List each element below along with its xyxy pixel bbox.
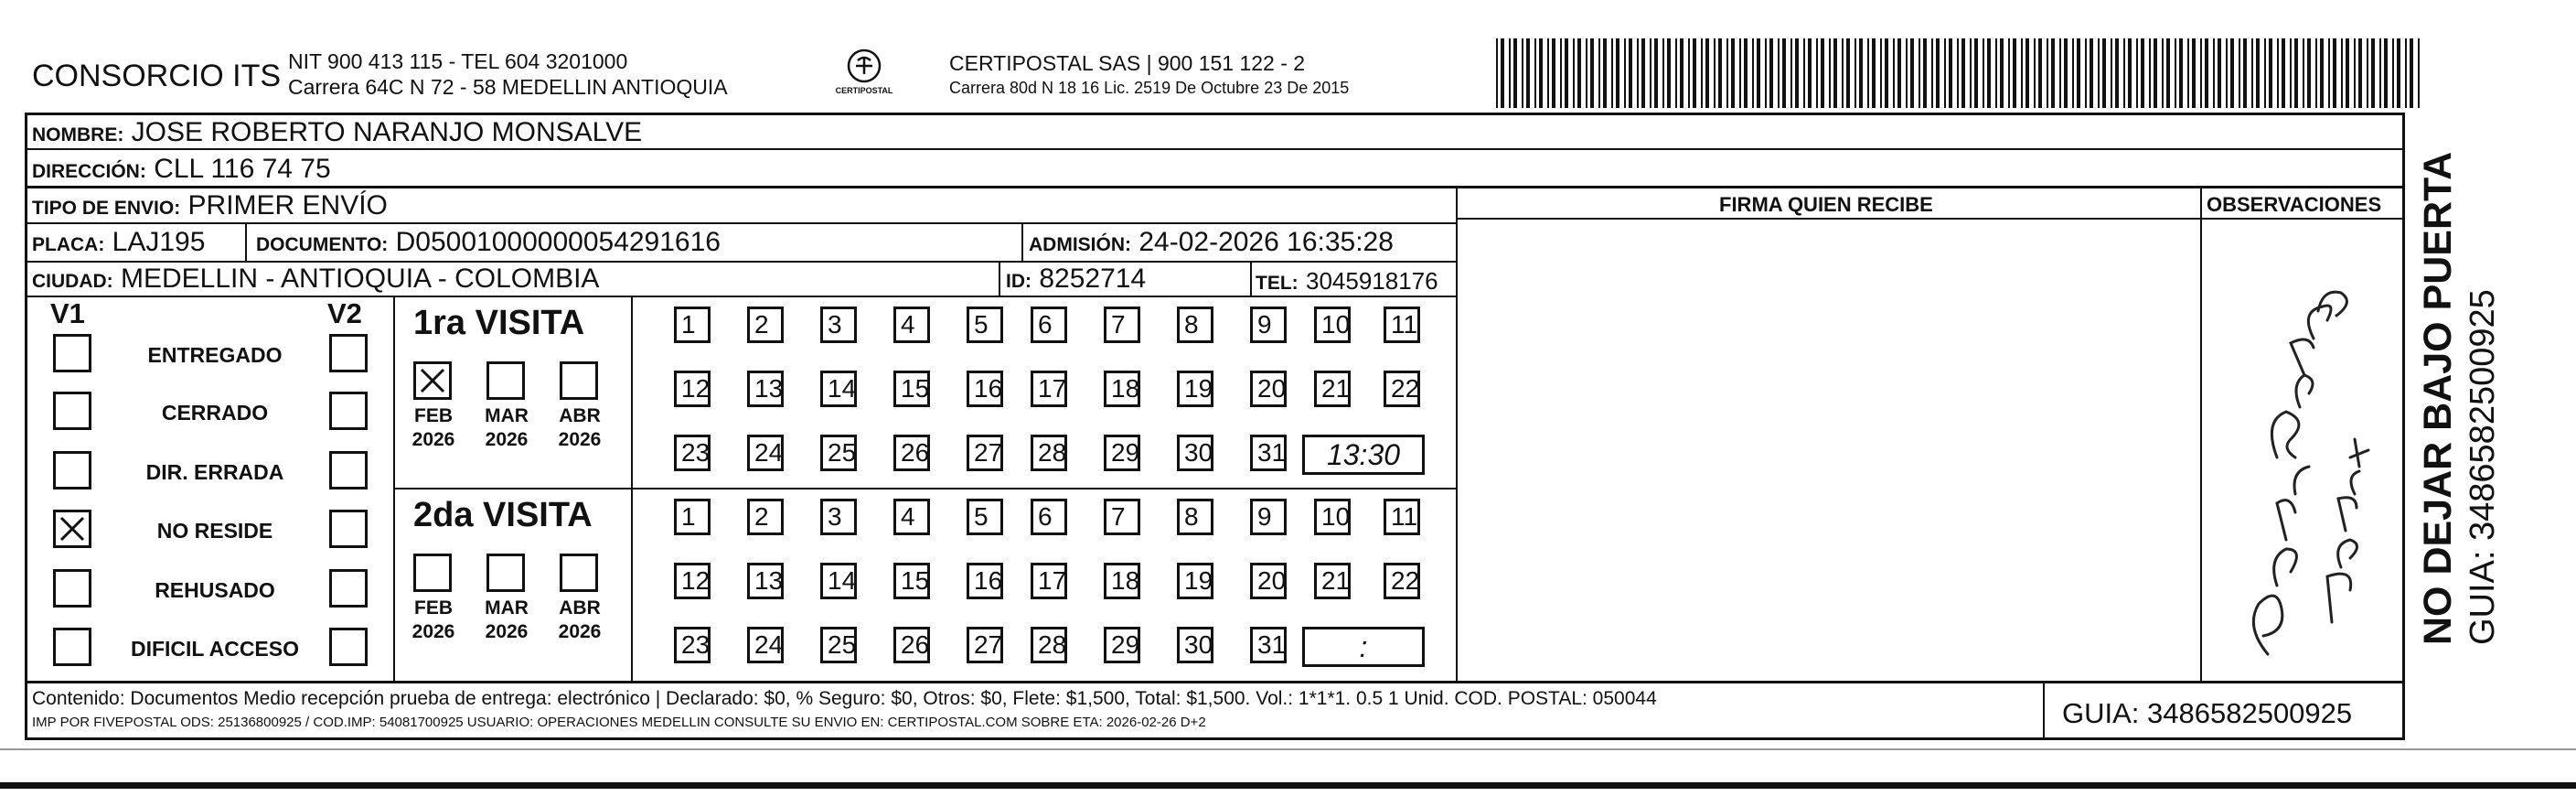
company-address: Carrera 64C N 72 - 58 MEDELLIN ANTIOQUIA <box>288 75 728 99</box>
day-cell[interactable]: 4 <box>893 307 930 343</box>
visit-time-box[interactable]: : <box>1302 627 1425 667</box>
documento-value: D05001000000054291616 <box>395 227 721 257</box>
visit-time-box[interactable]: 13:30 <box>1302 435 1425 475</box>
day-cell[interactable]: 27 <box>967 435 1003 471</box>
month-checkbox[interactable] <box>486 554 525 592</box>
side-guia-text: GUIA: 3486582500925 <box>2464 289 2502 645</box>
direccion-value: CLL 116 74 75 <box>154 154 331 184</box>
status-label: DIFICIL ACCESO <box>130 637 299 661</box>
v2-header: V2 <box>327 297 362 329</box>
day-cell[interactable]: 2 <box>747 307 784 343</box>
day-cell[interactable]: 6 <box>1031 499 1067 535</box>
visita1-title: 1ra VISITA <box>413 304 585 342</box>
month-label <box>552 597 607 645</box>
day-cell[interactable]: 29 <box>1104 435 1140 471</box>
day-cell[interactable]: 20 <box>1250 563 1287 599</box>
month-year: 2026 <box>412 429 455 451</box>
day-cell[interactable]: 29 <box>1104 627 1140 663</box>
ciudad-label: CIUDAD: <box>32 271 113 292</box>
day-cell[interactable]: 8 <box>1177 499 1213 535</box>
side-text <box>2414 151 2515 645</box>
day-cell[interactable]: 28 <box>1031 435 1067 471</box>
status-label: DIR. ERRADA <box>145 460 284 484</box>
id-label: ID: <box>1006 271 1031 292</box>
day-cell[interactable]: 19 <box>1177 371 1213 407</box>
status-v1-checkbox[interactable] <box>53 334 91 372</box>
day-cell[interactable]: 9 <box>1250 307 1287 343</box>
nombre-label: NOMBRE: <box>32 124 124 145</box>
month-checkbox[interactable] <box>486 361 525 400</box>
month-name: MAR <box>485 405 529 426</box>
documento-label: DOCUMENTO: <box>256 234 389 255</box>
month-label <box>479 404 534 453</box>
status-v1-checkbox[interactable] <box>53 569 91 608</box>
month-checkbox[interactable] <box>413 361 452 400</box>
day-cell[interactable]: 22 <box>1384 563 1420 599</box>
day-cell[interactable]: 25 <box>820 435 857 471</box>
month-year: 2026 <box>412 621 455 643</box>
month-name: FEB <box>414 597 453 619</box>
day-cell[interactable]: 9 <box>1250 499 1287 535</box>
nombre-value: JOSE ROBERTO NARANJO MONSALVE <box>131 117 643 147</box>
company-nit-tel: NIT 900 413 115 - TEL 604 3201000 <box>288 49 628 73</box>
day-cell[interactable]: 14 <box>820 371 857 407</box>
month-label <box>406 597 461 645</box>
certipostal-license: Carrera 80d N 18 16 Lic. 2519 De Octubre 23 De 2015 <box>949 79 1350 97</box>
month-name: MAR <box>485 597 529 619</box>
day-cell[interactable]: 22 <box>1384 371 1420 407</box>
status-v2-checkbox[interactable] <box>329 392 368 430</box>
status-v1-checkbox[interactable] <box>53 628 91 666</box>
day-cell[interactable]: 21 <box>1314 563 1351 599</box>
admision-label: ADMISIÓN: <box>1029 234 1131 255</box>
company-name: CONSORCIO ITS <box>32 59 282 93</box>
day-cell[interactable]: 30 <box>1177 435 1213 471</box>
status-v2-checkbox[interactable] <box>329 569 368 608</box>
observaciones-header: OBSERVACIONES <box>2207 193 2382 216</box>
day-cell[interactable]: 20 <box>1250 371 1287 407</box>
status-v1-checkbox[interactable] <box>53 510 91 548</box>
day-cell[interactable]: 21 <box>1314 371 1351 407</box>
month-checkbox[interactable] <box>560 554 598 592</box>
day-cell[interactable]: 8 <box>1177 307 1213 343</box>
status-label: REHUSADO <box>155 578 275 602</box>
id-value: 8252714 <box>1039 264 1147 294</box>
barcode <box>1496 38 2420 108</box>
placa-label: PLACA: <box>32 234 105 255</box>
visita2-title: 2da VISITA <box>413 496 593 534</box>
month-name: FEB <box>414 405 453 426</box>
day-cell[interactable]: 11 <box>1384 499 1420 535</box>
month-checkbox[interactable] <box>560 361 598 400</box>
day-cell[interactable]: 26 <box>893 627 930 663</box>
placa-value: LAJ195 <box>112 227 206 257</box>
status-v1-checkbox[interactable] <box>53 392 91 430</box>
day-cell[interactable]: 7 <box>1104 307 1140 343</box>
ciudad-value: MEDELLIN - ANTIOQUIA - COLOMBIA <box>121 264 600 294</box>
day-cell[interactable]: 10 <box>1314 307 1351 343</box>
v1-header: V1 <box>50 297 85 329</box>
month-checkbox[interactable] <box>413 554 452 592</box>
status-v2-checkbox[interactable] <box>329 510 368 548</box>
day-cell[interactable]: 3 <box>820 307 857 343</box>
day-cell[interactable]: 14 <box>820 563 857 599</box>
imp-text: IMP POR FIVEPOSTAL ODS: 25136800925 / COD.IMP: 54081700925 USUARIO: OPERACIONES MEDELLIN CONSULTE SU ENVIO EN: CERTIPOSTAL.COM SOBRE ETA: 2026-02-26 D+2 <box>32 715 1206 730</box>
month-year: 2026 <box>558 621 602 643</box>
firma-header: FIRMA QUIEN RECIBE <box>1719 193 1933 216</box>
day-cell[interactable]: 28 <box>1031 627 1067 663</box>
month-year: 2026 <box>485 429 529 451</box>
day-cell[interactable]: 17 <box>1031 563 1067 599</box>
status-label: CERRADO <box>161 401 269 425</box>
contenido-text: Contenido: Documentos Medio recepción prueba de entrega: electrónico | Declarado: $0, % Seguro: $0, Otros: $0, Flete: $1,500, Total: $1,500. Vol.: 1*1*1. 0.5 1 Unid. COD. POSTAL: 050044 <box>32 688 1657 709</box>
status-v2-checkbox[interactable] <box>329 334 368 372</box>
day-cell[interactable]: 16 <box>967 563 1003 599</box>
day-cell[interactable]: 1 <box>674 307 711 343</box>
day-cell[interactable]: 7 <box>1104 499 1140 535</box>
day-cell[interactable]: 23 <box>674 435 711 471</box>
month-year: 2026 <box>485 621 529 643</box>
month-label <box>479 597 534 645</box>
day-cell[interactable]: 11 <box>1384 307 1420 343</box>
day-cell[interactable]: 12 <box>674 371 711 407</box>
day-cell[interactable]: 31 <box>1250 627 1287 663</box>
tel-label: TEL: <box>1256 273 1299 294</box>
month-label <box>552 404 607 453</box>
day-cell[interactable]: 12 <box>674 563 711 599</box>
day-cell[interactable]: 5 <box>967 499 1003 535</box>
day-cell[interactable]: 17 <box>1031 371 1067 407</box>
day-cell[interactable]: 26 <box>893 435 930 471</box>
day-cell[interactable]: 10 <box>1314 499 1351 535</box>
day-cell[interactable]: 5 <box>967 307 1003 343</box>
day-cell[interactable]: 31 <box>1250 435 1287 471</box>
day-cell[interactable]: 4 <box>893 499 930 535</box>
status-v1-checkbox[interactable] <box>53 451 91 489</box>
day-cell[interactable]: 15 <box>893 563 930 599</box>
day-cell[interactable]: 1 <box>674 499 711 535</box>
status-v2-checkbox[interactable] <box>329 451 368 489</box>
month-label <box>406 404 461 453</box>
day-cell[interactable]: 16 <box>967 371 1003 407</box>
handwritten-signature <box>2213 238 2396 668</box>
day-cell[interactable]: 18 <box>1104 563 1140 599</box>
no-dejar-text: NO DEJAR BAJO PUERTA <box>2416 151 2460 645</box>
month-year: 2026 <box>558 429 602 451</box>
day-cell[interactable]: 18 <box>1104 371 1140 407</box>
status-v2-checkbox[interactable] <box>329 628 368 666</box>
day-cell[interactable]: 24 <box>747 435 784 471</box>
day-cell[interactable]: 13 <box>747 563 784 599</box>
certipostal-info: CERTIPOSTAL SAS | 900 151 122 - 2 <box>949 51 1306 75</box>
day-cell[interactable]: 23 <box>674 627 711 663</box>
direccion-label: DIRECCIÓN: <box>32 161 146 182</box>
admision-value: 24-02-2026 16:35:28 <box>1138 227 1394 257</box>
tipo-envio-value: PRIMER ENVÍO <box>187 190 388 221</box>
day-cell[interactable]: 3 <box>820 499 857 535</box>
month-name: ABR <box>559 405 601 426</box>
day-cell[interactable]: 6 <box>1031 307 1067 343</box>
day-cell[interactable]: 25 <box>820 627 857 663</box>
logo-text: CERTIPOSTAL <box>835 86 893 95</box>
tipo-envio-label: TIPO DE ENVIO: <box>32 198 181 219</box>
status-label: NO RESIDE <box>156 519 273 543</box>
day-cell[interactable]: 2 <box>747 499 784 535</box>
tel-value: 3045918176 <box>1306 267 1438 295</box>
day-cell[interactable]: 24 <box>747 627 784 663</box>
day-cell[interactable]: 15 <box>893 371 930 407</box>
status-label: ENTREGADO <box>147 343 283 367</box>
day-cell[interactable]: 19 <box>1177 563 1213 599</box>
footer-guia: GUIA: 3486582500925 <box>2062 697 2353 729</box>
day-cell[interactable]: 27 <box>967 627 1003 663</box>
day-cell[interactable]: 13 <box>747 371 784 407</box>
day-cell[interactable]: 30 <box>1177 627 1213 663</box>
certipostal-logo <box>823 44 905 104</box>
month-name: ABR <box>559 597 601 619</box>
